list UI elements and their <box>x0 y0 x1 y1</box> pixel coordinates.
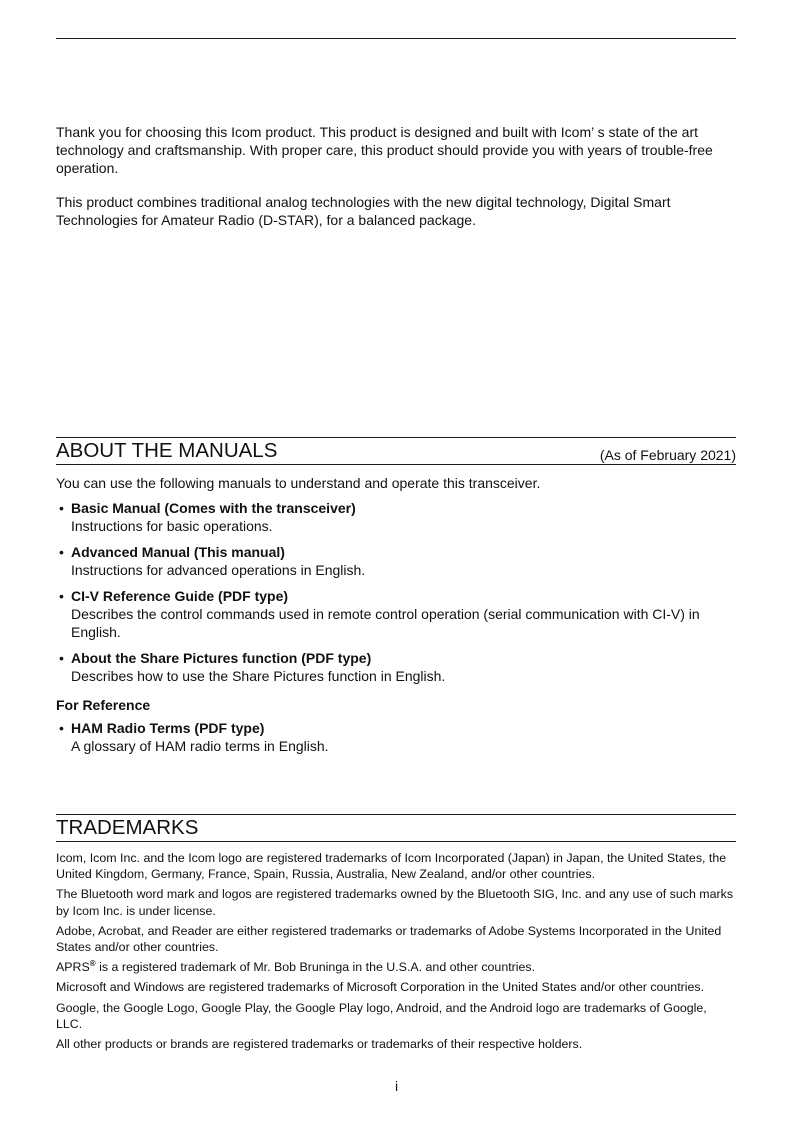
trademark-bluetooth: The Bluetooth word mark and logos are registered trademarks owned by the Bluetooth SIG, Inc. and any use of such marks by Icom Inc. is under license. <box>56 887 734 918</box>
trademarks-top-rule <box>56 814 736 815</box>
bullet: • <box>59 650 64 666</box>
trademark-other: All other products or brands are registered trademarks or trademarks of their respective holders. <box>56 1037 583 1052</box>
manual-item-civ <box>56 587 736 641</box>
manual-title: Basic Manual (Comes with the transceiver) <box>71 500 356 516</box>
intro-paragraph-1: Thank you for choosing this Icom product. This product is designed and built with Icom’ s state of the art technology and craftsmanship. With proper care, this product should provide you with years of trouble-free operation. <box>56 124 713 176</box>
trademark-adobe: Adobe, Acrobat, and Reader are either registered trademarks or trademarks of Adobe Systems Incorporated in the United States and/or other countries. <box>56 923 722 955</box>
manuals-intro: You can use the following manuals to understand and operate this transceiver. <box>56 475 541 491</box>
bullet: • <box>59 588 64 604</box>
manual-title: CI-V Reference Guide (PDF type) <box>71 588 289 604</box>
aprs-name: APRS <box>56 960 90 975</box>
trademarks-list <box>56 850 736 1056</box>
trademark-icom: Icom, Icom Inc. and the Icom logo are registered trademarks of Icom Incorporated (Japan) in Japan, the United States, the United Kingdom, Germany, France, Spain, Russia, Australia, New Zealand, and/or other countries. <box>56 851 727 882</box>
reference-heading: For Reference <box>56 697 151 713</box>
manual-item-share-pictures <box>56 649 736 685</box>
manual-title: Advanced Manual (This manual) <box>71 544 285 560</box>
manual-item-advanced <box>56 543 736 579</box>
intro-paragraph-2: This product combines traditional analog technologies with the new digital technology, Digital Smart Technologies for Amateur Radio (D-STAR), for a balanced package. <box>56 194 671 228</box>
aprs-text: is a registered trademark of Mr. Bob Bruninga in the U.S.A. and other countries. <box>95 960 536 975</box>
top-rule <box>56 38 736 39</box>
manuals-heading: ABOUT THE MANUALS <box>56 439 278 462</box>
manuals-bottom-rule <box>56 464 736 465</box>
manuals-as-of-date: (As of February 2021) <box>599 447 736 463</box>
manual-desc: Describes the control commands used in remote control operation (serial communication with CI-V) in English. <box>71 606 700 640</box>
reference-desc: A glossary of HAM radio terms in English. <box>71 738 329 754</box>
manuals-list <box>56 499 736 693</box>
manual-desc: Instructions for advanced operations in English. <box>71 562 366 578</box>
trademarks-bottom-rule <box>56 841 736 842</box>
reference-item-ham-terms <box>56 719 736 755</box>
registered-mark: ® <box>89 959 96 969</box>
manual-desc: Describes how to use the Share Pictures function in English. <box>71 668 446 684</box>
trademark-aprs <box>56 959 736 975</box>
reference-list <box>56 719 736 763</box>
reference-title: HAM Radio Terms (PDF type) <box>71 720 265 736</box>
page-number: i <box>394 1078 399 1094</box>
bullet: • <box>59 500 64 516</box>
manual-title: About the Share Pictures function (PDF type) <box>71 650 372 666</box>
trademark-google: Google, the Google Logo, Google Play, the Google Play logo, Android, and the Android logo are trademarks of Google, LLC. <box>56 1000 707 1031</box>
trademarks-heading: TRADEMARKS <box>56 816 199 839</box>
bullet: • <box>59 720 64 736</box>
bullet: • <box>59 544 64 560</box>
manuals-top-rule <box>56 437 736 438</box>
trademark-microsoft: Microsoft and Windows are registered trademarks of Microsoft Corporation in the United States and/or other countries. <box>56 980 705 995</box>
manual-item-basic <box>56 499 736 535</box>
manual-desc: Instructions for basic operations. <box>71 518 273 534</box>
